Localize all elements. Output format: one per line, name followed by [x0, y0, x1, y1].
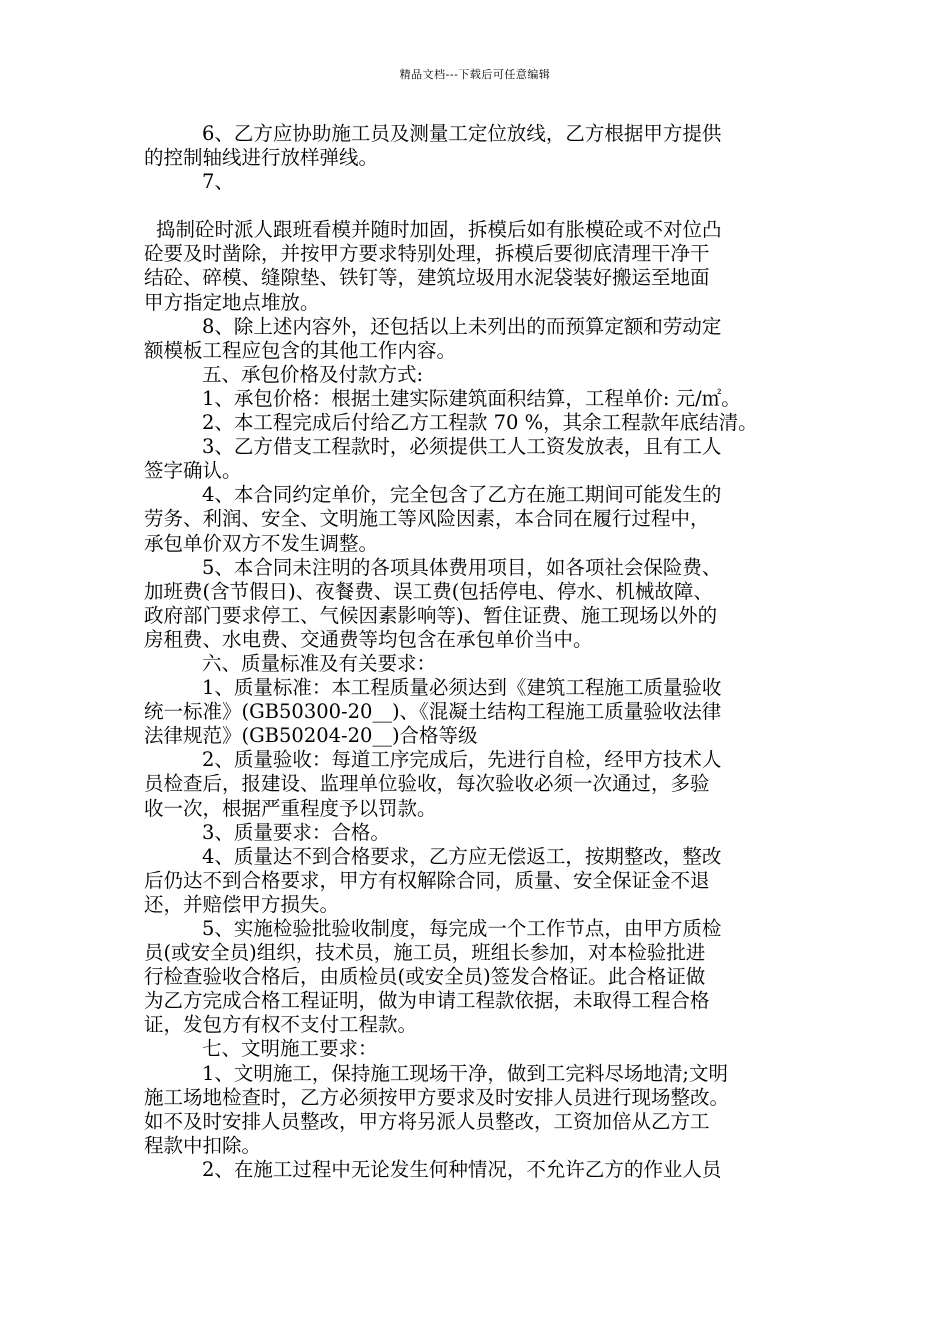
text-line: 捣制砼时派人跟班看模并随时加固，拆模后如有胀模砼或不对位凸	[156, 218, 722, 242]
text-line: 7、	[202, 170, 234, 194]
text-line: 后仍达不到合格要求，甲方有权解除合同，质量、安全保证金不退	[144, 868, 710, 892]
text-line: 4、质量达不到合格要求，乙方应无偿返工，按期整改，整改	[202, 844, 722, 868]
text-line: 的控制轴线进行放样弹线。	[144, 146, 379, 170]
text-line: 政府部门要求停工、气候因素影响等)、暂住证费、施工现场以外的	[144, 603, 718, 627]
section-heading: 六、质量标准及有关要求：	[202, 651, 437, 675]
text-line: 4、本合同约定单价，完全包含了乙方在施工期间可能发生的	[202, 483, 722, 507]
text-line: 程款中扣除。	[144, 1133, 262, 1157]
text-line: 收一次，根据严重程度予以罚款。	[144, 796, 437, 820]
text-line: 劳务、利润、安全、文明施工等风险因素，本合同在履行过程中，	[144, 507, 710, 531]
text-line: 2、在施工过程中无论发生何种情况，不允许乙方的作业人员	[202, 1157, 722, 1181]
text-line: 证，发包方有权不支付工程款。	[144, 1013, 418, 1037]
text-line: 统一标准》(GB50300-20__)、《混凝土结构工程施工质量验收法律	[144, 700, 722, 724]
text-line: 还，并赔偿甲方损失。	[144, 892, 340, 916]
blank-gap	[144, 194, 820, 218]
text-line: 法律规范》(GB50204-20__)合格等级	[144, 724, 478, 748]
text-line: 3、乙方借支工程款时，必须提供工人工资发放表，且有工人	[202, 435, 722, 459]
text-line: 8、除上述内容外，还包括以上未列出的而预算定额和劳动定	[202, 314, 722, 338]
text-line: 5、实施检验批验收制度，每完成一个工作节点，由甲方质检	[202, 917, 722, 940]
document-body	[144, 122, 820, 1182]
section-heading: 七、文明施工要求：	[202, 1037, 378, 1061]
text-line: 加班费(含节假日)、夜餐费、误工费(包括停电、停水、机械故障、	[144, 579, 713, 603]
text-line: 承包单价双方不发生调整。	[144, 531, 379, 555]
text-line: 1、承包价格：根据土建实际建筑面积结算，工程单价: 元/㎡。	[202, 386, 741, 410]
text-line: 如不及时安排人员整改，甲方将另派人员整改，工资加倍从乙方工	[144, 1109, 710, 1133]
text-line: 2、本工程完成后付给乙方工程款 70 %，其余工程款年底结清。	[202, 411, 758, 435]
text-line: 房租费、水电费、交通费等均包含在承包单价当中。	[144, 627, 593, 651]
text-line: 签字确认。	[144, 459, 242, 483]
text-line: 员(或安全员)组织，技术员，施工员，班组长参加，对本检验批进	[144, 941, 706, 965]
text-line: 6、乙方应协助施工员及测量工定位放线，乙方根据甲方提供	[202, 122, 722, 145]
text-line: 员检查后，报建设、监理单位验收，每次验收必须一次通过，多验	[144, 772, 710, 796]
text-line: 砼要及时凿除，并按甲方要求特别处理，拆模后要彻底清理干净干	[144, 242, 710, 266]
section-heading: 五、承包价格及付款方式:	[202, 362, 424, 386]
text-line: 2、质量验收：每道工序完成后，先进行自检，经甲方技术人	[202, 748, 722, 772]
text-line: 1、质量标准：本工程质量必须达到《建筑工程施工质量验收	[202, 676, 722, 700]
text-line: 结砼、碎模、缝隙垫、铁钉等，建筑垃圾用水泥袋装好搬运至地面	[144, 266, 710, 290]
text-line: 3、质量要求：合格。	[202, 820, 390, 844]
text-line: 行检查验收合格后，由质检员(或安全员)签发合格证。此合格证做	[144, 965, 706, 989]
text-line: 施工场地检查时，乙方必须按甲方要求及时安排人员进行现场整改。	[144, 1085, 730, 1109]
text-line: 甲方指定地点堆放。	[144, 290, 320, 314]
text-line: 5、本合同未注明的各项具体费用项目，如各项社会保险费、	[202, 555, 722, 579]
page-header: 精品文档---下载后可任意编辑	[399, 68, 551, 81]
text-line: 1、文明施工，保持施工现场干净，做到工完料尽场地清;文明	[202, 1061, 728, 1085]
text-line: 为乙方完成合格工程证明，做为申请工程款依据，未取得工程合格	[144, 989, 710, 1013]
text-line: 额模板工程应包含的其他工作内容。	[144, 338, 457, 362]
